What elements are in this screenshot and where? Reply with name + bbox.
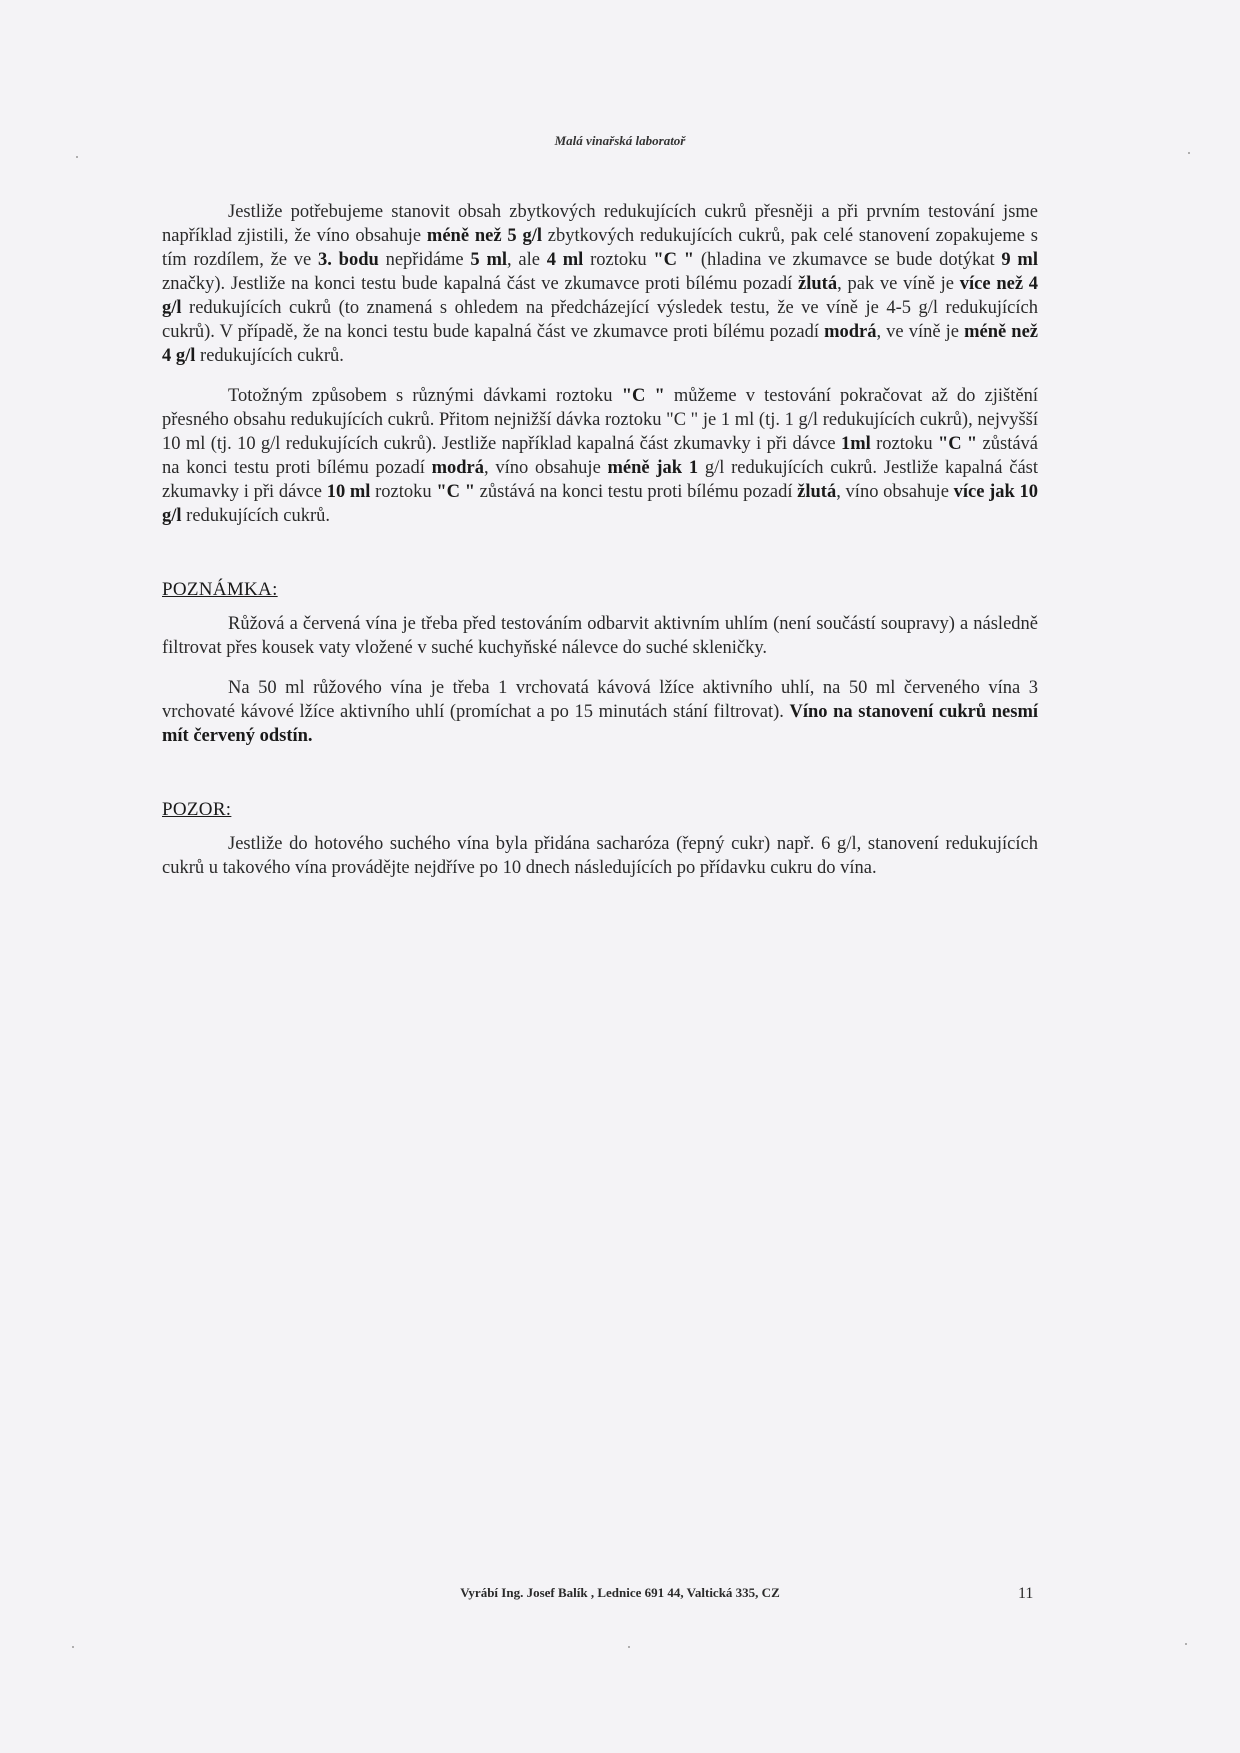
note-paragraph-1: Růžová a červená vína je třeba před testováním odbarvit aktivním uhlím (není součástí soupravy) a následně filtrovat přes kousek vaty vložené v suché kuchyňské nálevce do suché skleničky. <box>162 614 1038 658</box>
main-content <box>162 200 1038 896</box>
scan-speck <box>76 156 78 158</box>
warning-paragraph: Jestliže do hotového suchého vína byla přidána sacharóza (řepný cukr) např. 6 g/l, stanovení redukujících cukrů u takového vína provádějte nejdříve po 10 dnech následujících po přídavku cukru do vína. <box>162 834 1038 878</box>
scan-speck <box>628 1646 630 1648</box>
paragraph-2: Totožným způsobem s různými dávkami roztoku "C " můžeme v testování pokračovat až do zjištění přesného obsahu redukujících cukrů. Přitom nejnižší dávka roztoku "C " je 1 ml (tj. 1 g/l redukujících cukrů), nejvyšší 10 ml (tj. 10 g/l redukujících cukrů). Jestliže například kapalná část zkumavky i při dávce 1ml roztoku "C " zůstává na konci testu proti bílému pozadí modrá, víno obsahuje méně jak 1 g/l redukujících cukrů. Jestliže kapalná část zkumavky i při dávce 10 ml roztoku "C " zůstává na konci testu proti bílému pozadí žlutá, víno obsahuje více jak 10 g/l redukujících cukrů. <box>162 386 1039 526</box>
warning-heading: POZOR: <box>162 799 232 820</box>
note-heading: POZNÁMKA: <box>162 579 278 600</box>
note-paragraph-2: Na 50 ml růžového vína je třeba 1 vrchovatá kávová lžíce aktivního uhlí, na 50 ml červeného vína 3 vrchovaté kávové lžíce aktivního uhlí (promíchat a po 15 minutách stání filtrovat). Víno na stanovení cukrů nesmí mít červený odstín. <box>162 678 1038 746</box>
running-header: Malá vinařská laboratoř <box>554 133 686 148</box>
scan-speck <box>1185 1643 1187 1645</box>
scan-speck <box>1188 152 1190 154</box>
footer-text: Vyrábí Ing. Josef Balík , Lednice 691 44, Valtická 335, CZ <box>460 1585 780 1600</box>
scan-speck <box>72 1646 74 1648</box>
page-number: 11 <box>1018 1585 1034 1602</box>
paragraph-1: Jestliže potřebujeme stanovit obsah zbytkových redukujících cukrů přesněji a při prvním testování jsme například zjistili, že víno obsahuje méně než 5 g/l zbytkových redukujících cukrů, pak celé stanovení zopakujeme s tím rozdílem, že ve 3. bodu nepřidáme 5 ml, ale 4 ml roztoku "C " (hladina ve zkumavce se bude dotýkat 9 ml značky). Jestliže na konci testu bude kapalná část ve zkumavce proti bílému pozadí žlutá, pak ve víně je více než 4 g/l redukujících cukrů (to znamená s ohledem na předcházející výsledek testu, že ve víně je 4-5 g/l redukujících cukrů). V případě, že na konci testu bude kapalná část ve zkumavce proti bílému pozadí modrá, ve víně je méně než 4 g/l redukujících cukrů. <box>162 202 1039 366</box>
